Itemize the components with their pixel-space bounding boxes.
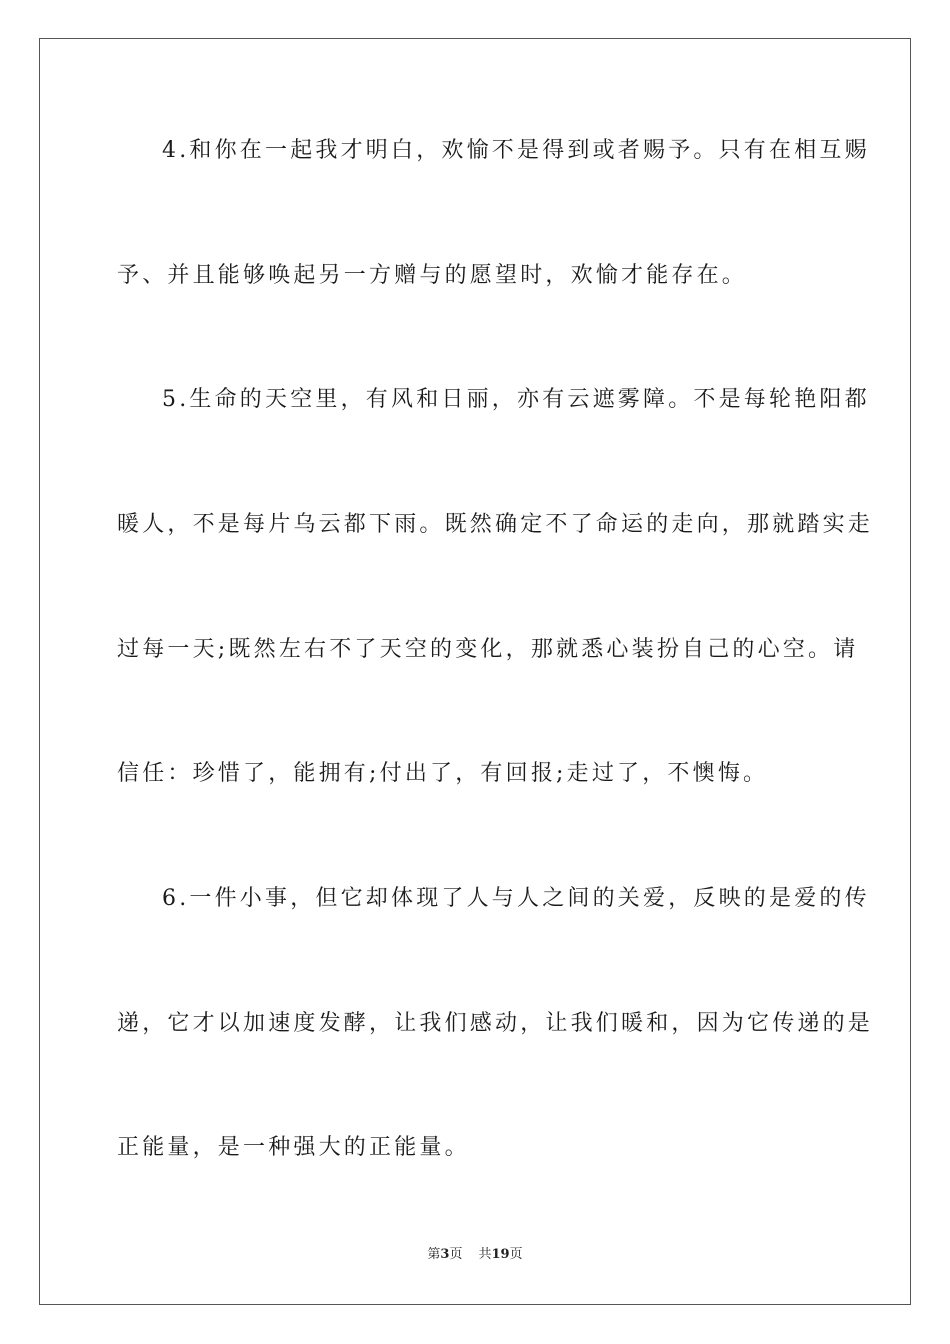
total-suffix: 页: [509, 1247, 523, 1262]
page-current: 3: [440, 1247, 450, 1262]
paragraph-5-line-4: 信任：珍惜了，能拥有;付出了，有回报;走过了，不懊悔。: [117, 761, 769, 786]
page-border: [39, 38, 911, 1305]
total-prefix: 共: [478, 1247, 492, 1262]
page-footer: [0, 1246, 950, 1264]
paragraph-5-line-2: 暖人，不是每片乌云都下雨。既然确定不了命运的走向，那就踏实走: [117, 512, 874, 537]
page-total: 19: [491, 1247, 510, 1262]
paragraph-4-line-2: 予、并且能够唤起另一方赠与的愿望时，欢愉才能存在。: [117, 263, 748, 288]
paragraph-5-line-3: 过每一天;既然左右不了天空的变化，那就悉心装扮自己的心空。请: [117, 637, 859, 662]
paragraph-6-line-3: 正能量，是一种强大的正能量。: [117, 1135, 470, 1160]
paragraph-6-line-2: 递，它才以加速度发酵，让我们感动，让我们暖和，因为它传递的是: [117, 1011, 874, 1036]
paragraph-4-line-1: 4.和你在一起我才明白，欢愉不是得到或者赐予。只有在相互赐: [162, 138, 870, 163]
paragraph-6-line-1: 6.一件小事，但它却体现了人与人之间的关爱，反映的是爱的传: [162, 886, 870, 911]
page-prefix: 第: [427, 1247, 441, 1262]
page-suffix: 页: [449, 1247, 463, 1262]
paragraph-5-line-1: 5.生命的天空里，有风和日丽，亦有云遮雾障。不是每轮艳阳都: [162, 387, 870, 412]
